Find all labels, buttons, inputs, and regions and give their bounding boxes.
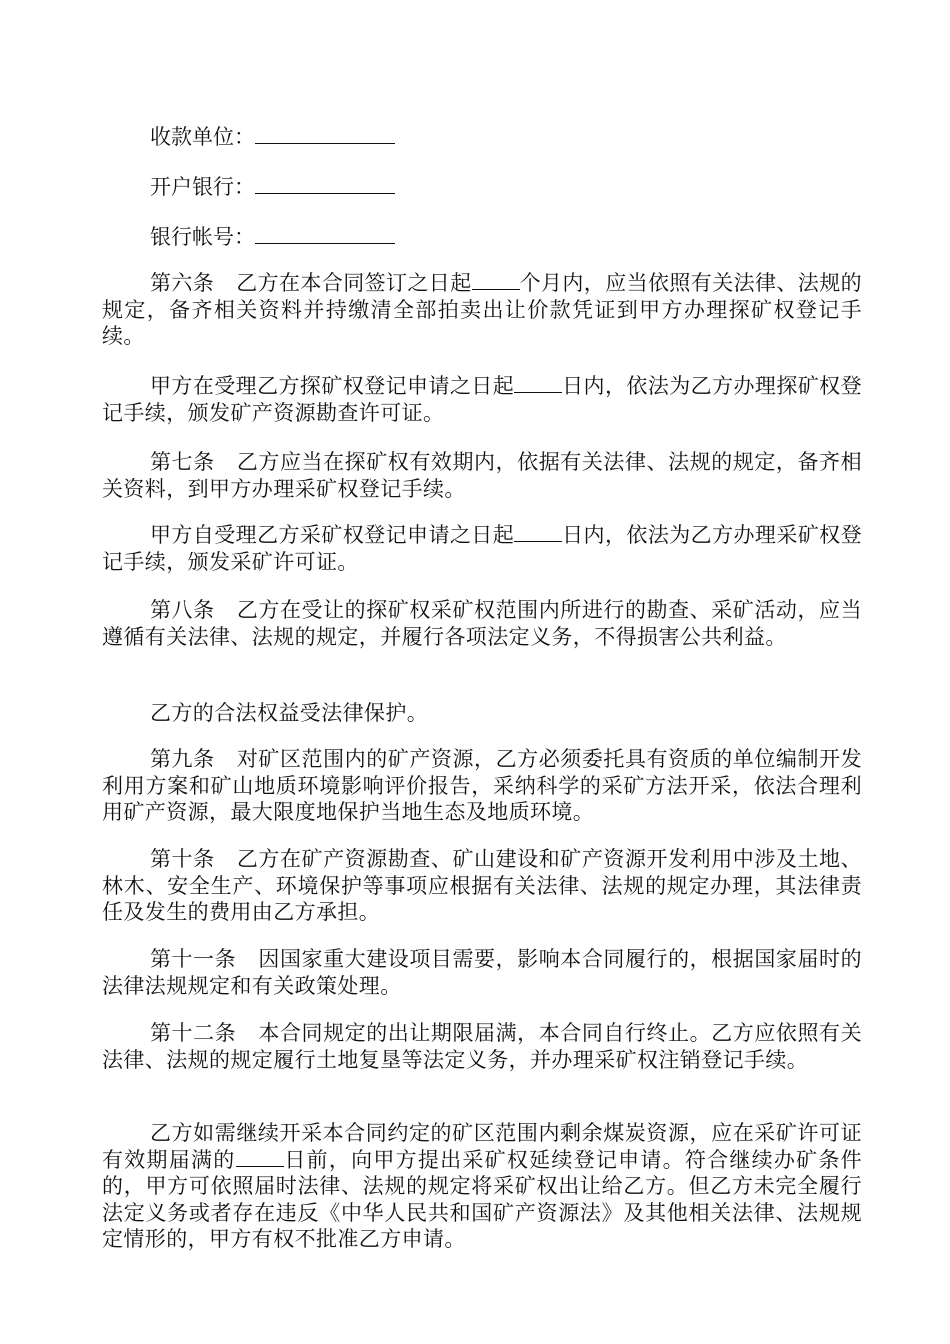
article-10-heading: 第十条 bbox=[150, 847, 215, 871]
months-blank[interactable] bbox=[472, 271, 520, 290]
article-11-heading: 第十一条 bbox=[150, 947, 237, 971]
article-8-para-2 bbox=[102, 700, 862, 727]
article-11-text: 因国家重大建设项目需要，影响本合同履行的，根据国家届时的法律法规规定和有关政策处理。 bbox=[102, 947, 862, 998]
article-7-para-2-cont: 日内，依法为乙方办理采矿权登记手续，颁发采矿许可证。 bbox=[102, 523, 862, 574]
article-6-text-cont: 个月内，应当依照有关法律、法规的规定，备齐相关资料并持缴清全部拍卖出让价款凭证到甲方办理探矿权登记手续。 bbox=[102, 271, 863, 348]
article-9-text: 对矿区范围内的矿产资源，乙方必须委托具有资质的单位编制开发利用方案和矿山地质环境影响评价报告，采纳科学的采矿方法开采，依法合理利用矿产资源，最大限度地保护当地生态及地质环境。 bbox=[102, 747, 862, 824]
days-blank-2[interactable] bbox=[514, 523, 562, 542]
days-blank-1[interactable] bbox=[514, 374, 562, 393]
article-8-heading: 第八条 bbox=[150, 598, 215, 622]
article-12-text: 本合同规定的出让期限届满，本合同自行终止。乙方应依照有关法律、法规的规定履行土地复垦等法定义务，并办理采矿权注销登记手续。 bbox=[102, 1021, 862, 1072]
article-12-heading: 第十二条 bbox=[150, 1021, 237, 1045]
article-9-heading: 第九条 bbox=[150, 747, 215, 771]
article-10-text: 乙方在矿产资源勘查、矿山建设和矿产资源开发利用中涉及土地、林木、安全生产、环境保护等事项应根据有关法律、法规的规定办理，其法律责任及发生的费用由乙方承担。 bbox=[102, 847, 862, 924]
bank-blank[interactable] bbox=[255, 175, 395, 194]
article-8 bbox=[102, 597, 862, 650]
article-6-para-2-text: 甲方在受理乙方探矿权登记申请之日起 bbox=[150, 374, 515, 398]
bank-label: 开户银行： bbox=[150, 175, 255, 199]
article-12-para-2-cont: 日前，向甲方提出采矿权延续登记申请。符合继续办矿条件的，甲方可依照届时法律、法规的规定将采矿权出让给乙方。但乙方未完全履行法定义务或者存在违反《中华人民共和国矿产资源法》及其他相关法律、法规规定情形的，甲方有权不批准乙方申请。 bbox=[102, 1147, 862, 1251]
article-7-para-2-text: 甲方自受理乙方采矿权登记申请之日起 bbox=[150, 523, 515, 547]
article-12 bbox=[102, 1020, 862, 1073]
article-7-heading: 第七条 bbox=[150, 450, 215, 474]
article-6-para-2-cont: 日内，依法为乙方办理探矿权登记手续，颁发矿产资源勘查许可证。 bbox=[102, 374, 862, 425]
account-label: 银行帐号： bbox=[150, 225, 255, 249]
payee-blank[interactable] bbox=[255, 125, 395, 144]
article-7-text: 乙方应当在探矿权有效期内，依据有关法律、法规的规定，备齐相关资料，到甲方办理采矿权登记手续。 bbox=[102, 450, 862, 501]
article-11 bbox=[102, 946, 862, 999]
article-12-para-2 bbox=[102, 1120, 862, 1253]
article-7 bbox=[102, 449, 862, 502]
days-blank-3[interactable] bbox=[236, 1148, 284, 1167]
article-12-para-2-text: 乙方如需继续开采本合同约定的矿区范围内剩余煤炭资源，应在采矿许可证有效期届满的 bbox=[102, 1121, 862, 1172]
payee-field bbox=[150, 124, 395, 150]
article-8-text: 乙方在受让的探矿权采矿权范围内所进行的勘查、采矿活动，应当遵循有关法律、法规的规定，并履行各项法定义务，不得损害公共利益。 bbox=[102, 598, 862, 649]
account-blank[interactable] bbox=[255, 225, 395, 244]
payee-label: 收款单位： bbox=[150, 125, 255, 149]
bank-field bbox=[150, 174, 395, 200]
article-6 bbox=[102, 270, 862, 350]
article-6-text: 乙方在本合同签订之日起 bbox=[236, 271, 472, 295]
article-6-heading: 第六条 bbox=[150, 271, 215, 295]
article-10 bbox=[102, 846, 862, 926]
article-8-para-2-text: 乙方的合法权益受法律保护。 bbox=[150, 701, 429, 725]
article-6-para-2 bbox=[102, 373, 862, 426]
article-9 bbox=[102, 746, 862, 826]
account-field bbox=[150, 224, 395, 250]
article-7-para-2 bbox=[102, 522, 862, 575]
